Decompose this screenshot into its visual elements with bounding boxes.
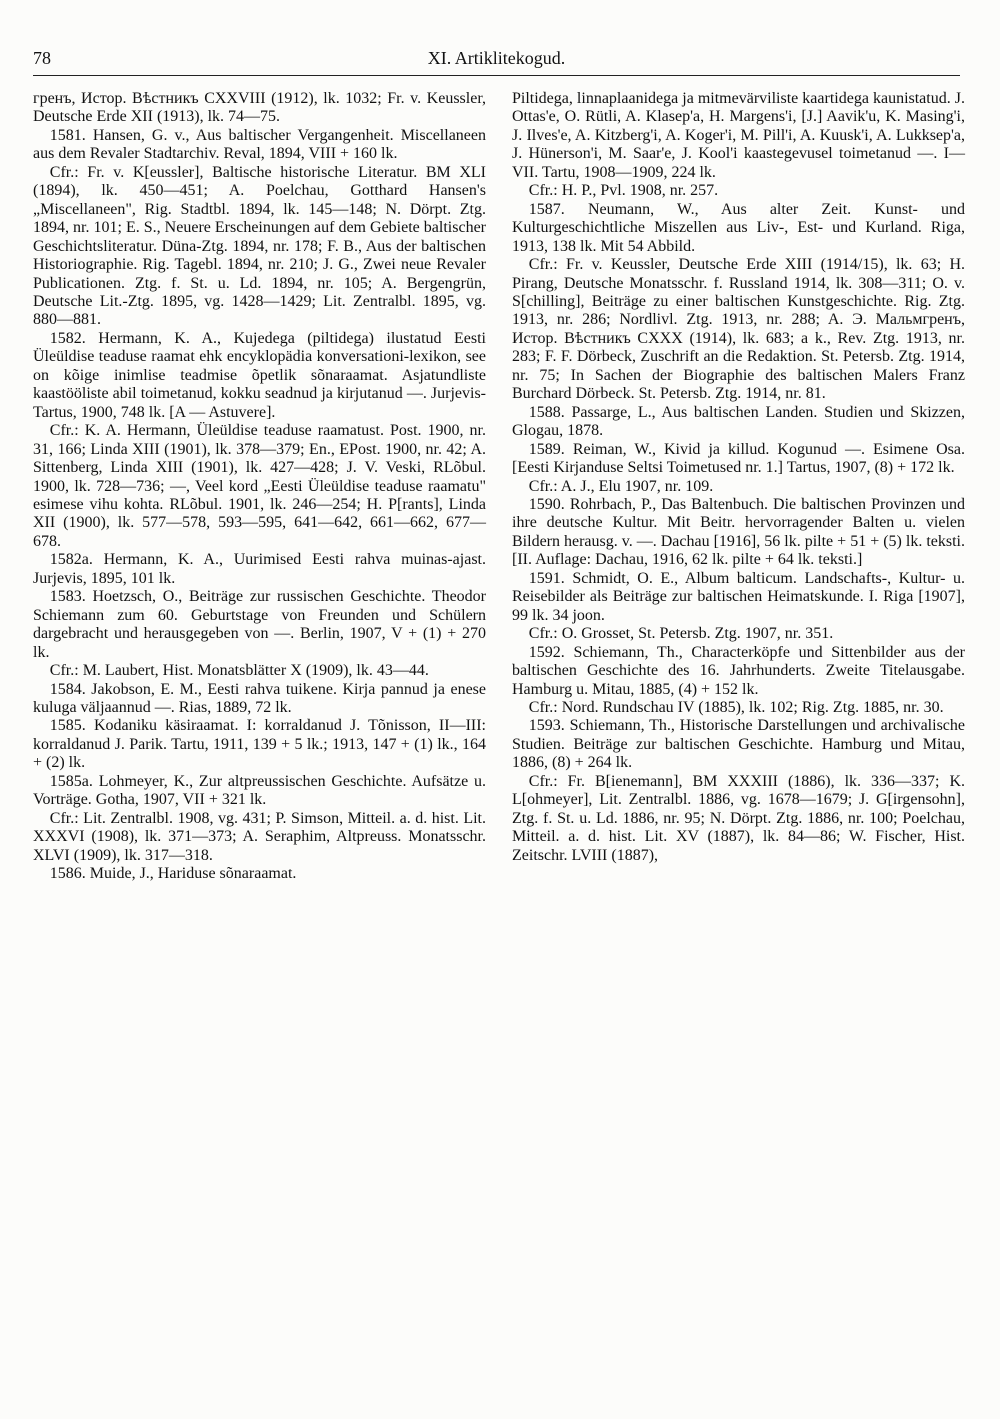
entry-paragraph: Cfr.: A. J., Elu 1907, nr. 109. (528, 477, 714, 495)
entry-paragraph: 1585a. Lohmeyer, K., Zur altpreussischen Geschichte. Aufsätze u. Vorträge. Gotha, 1907, VII + 321 lk. (33, 772, 486, 809)
right-column (512, 90, 965, 865)
entry-paragraph: Cfr.: Nord. Rundschau IV (1885), lk. 102; Rig. Ztg. 1885, nr. 30. (528, 698, 944, 716)
running-title: XI. Artiklitekogud. (427, 48, 566, 68)
entry-paragraph: 1590. Rohrbach, P., Das Baltenbuch. Die baltischen Provinzen und ihre deutsche Kultur. Mit Beitr. hervorragender Balten u. vielen Bildern herausg. v. —. Dachau [1916], 56 lk. pilte + 51 + (5) lk. teksti. [II. Auflage: Dachau, 1916, 62 lk. pilte + 64 lk. teksti.] (512, 495, 965, 569)
entry-paragraph: 1583. Hoetzsch, O., Beiträge zur russischen Geschichte. Theodor Schiemann zum 60. Geburtstage von Freunden und Schülern dargebracht und herausgegeben von —. Berlin, 1907, V + (1) + 270 lk. (33, 588, 486, 661)
entry-paragraph: 1592. Schiemann, Th., Characterköpfe und Sittenbilder aus der baltischen Geschichte des 16. Jahrhunderts. Zweite Titelausgabe. Hamburg u. Mitau, 1885, (4) + 152 lk. (512, 643, 965, 698)
entry-paragraph: 1581. Hansen, G. v., Aus baltischer Vergangenheit. Miscellaneen aus dem Revaler Stadtarchiv. Reval, 1894, VIII + 160 lk. (33, 126, 486, 163)
header-rule (33, 75, 960, 76)
page-header (33, 48, 960, 78)
left-column (33, 90, 486, 883)
entry-paragraph: Cfr.: O. Grosset, St. Petersb. Ztg. 1907, nr. 351. (528, 625, 834, 643)
entry-paragraph: 1593. Schiemann, Th., Historische Darstellungen und archivalische Studien. Beiträge zur baltischen Geschichte. Hamburg und Mitau, 1886, (8) + 264 lk. (512, 717, 965, 772)
entry-paragraph: 1582a. Hermann, K. A., Uurimised Eesti rahva muinas-ajast. Jurjevis, 1895, 101 lk. (33, 551, 486, 587)
entry-paragraph: 1588. Passarge, L., Aus baltischen Landen. Studien und Skizzen, Glogau, 1878. (512, 403, 965, 440)
entry-paragraph: Cfr.: M. Laubert, Hist. Monatsblätter X (1909), lk. 43—44. (49, 662, 429, 680)
page-number: 78 (33, 48, 51, 68)
entry-paragraph: Cfr.: Fr. v. K[eussler], Baltische historische Literatur. BM XLI (1894), lk. 450—451; A. Poelchau, Gotthard Hansen's „Miscellaneen", Rig. Stadtbl. 1894, lk. 145—148; N. Dörpt. Ztg. 1894, nr. 101; E. S., Neuere Erscheinungen auf dem Gebiete baltischer Geschichtsliteratur. Düna-Ztg. 1894, nr. 178; F. B., Aus der baltischen Historiographie. Rig. Tagebl. 1894, nr. 210; J. G., Zwei neue Revaler Publicationen. Ztg. f. St. u. Ld. 1894, nr. 105; A. Bergengrün, Deutsche Lit.-Ztg. 1895, vg. 1428—1429; Lit. Zentralbl. 1895, vg. 880—881. (33, 163, 486, 329)
entry-paragraph: Cfr.: Fr. B[ienemann], BM XXXIII (1886), lk. 336—337; K. L[ohmeyer], Lit. Zentralbl. 1886, vg. 1678—1679; J. G[irgensohn], Ztg. f. St. u. Ld. 1886, nr. 95; N. Dörpt. Ztg. 1886, nr. 100; Poelchau, Mitteil. a. d. hist. Lit. XV (1887), lk. 84—86; W. Fischer, Hist. Zeitschr. LVIII (1887), (512, 772, 965, 864)
entry-paragraph: Cfr.: H. P., Pvl. 1908, nr. 257. (528, 182, 719, 200)
entry-paragraph: гренъ, Истор. Вѣстникъ CXXVIII (1912), lk. 1032; Fr. v. Keussler, Deutsche Erde XII (1913), lk. 74—75. (33, 90, 486, 126)
entry-paragraph: 1584. Jakobson, E. M., Eesti rahva tuikene. Kirja pannud ja enese kuluga väljaannud —. Rias, 1889, 72 lk. (33, 680, 486, 716)
entry-paragraph: 1582. Hermann, K. A., Kujedega (piltidega) ilustatud Eesti Üleüldise teaduse raamat ehk encyklopädia konversationi-lexikon, see on kõige inimlise teadmise õpetlik sõnaraamat. Asjatundliste kaastööliste abil toimetanud, kokku seadnud ja kirjutanud —. Jurjevis-Tartus, 1900, 748 lk. [A — Astuvere]. (33, 329, 486, 421)
entry-paragraph: Cfr.: K. A. Hermann, Üleüldise teaduse raamatust. Post. 1900, nr. 31, 166; Linda XIII (1901), lk. 378—379; En., EPost. 1900, nr. 42; A. Sittenberg, Linda XIII (1901), lk. 427—428; J. V. Veski, RLõbul. 1900, lk. 728—736; —, Veel kord „Eesti Üleüldise teaduse raamatu" esimese vihu kohta. RLõbul. 1901, lk. 246—254; H. P[rants], Linda XII (1900), lk. 577—578, 593—595, 641—642, 661—662, 677—678. (33, 422, 486, 550)
entry-paragraph: 1587. Neumann, W., Aus alter Zeit. Kunst- und Kulturgeschichtliche Miszellen aus Liv-, Est- und Kurland. Riga, 1913, 138 lk. Mit 54 Abbild. (512, 200, 965, 255)
entry-paragraph: 1586. Muide, J., Hariduse sõnaraamat. (49, 865, 297, 883)
entry-paragraph: 1591. Schmidt, O. E., Album balticum. Landschafts-, Kultur- u. Reisebilder als Beiträge zur baltischen Heimatskunde. I. Riga [1907], 99 lk. 34 joon. (512, 569, 965, 624)
entry-paragraph: 1589. Reiman, W., Kivid ja killud. Kogunud —. Esimene Osa. [Eesti Kirjanduse Seltsi Toimetused nr. 1.] Tartus, 1907, (8) + 172 lk. (512, 440, 965, 477)
entry-paragraph: 1585. Kodaniku käsiraamat. I: korraldanud J. Tõnisson, II—III: korraldanud J. Parik. Tartu, 1911, 139 + 5 lk.; 1913, 147 + (1) lk., 164 + (2) lk. (33, 717, 486, 772)
entry-paragraph: Cfr.: Lit. Zentralbl. 1908, vg. 431; P. Simson, Mitteil. a. d. hist. Lit. XXXVI (1908), lk. 371—373; A. Seraphim, Altpreuss. Monatsschr. XLVI (1909), lk. 317—318. (33, 809, 486, 864)
entry-paragraph: Cfr.: Fr. v. Keussler, Deutsche Erde XIII (1914/15), lk. 63; H. Pirang, Deutsche Monatsschr. f. Russland 1914, lk. 308—311; O. v. S[chilling], Beiträge zu einer baltischen Kunstgeschichte. Rig. Ztg. 1913, nr. 286; Nordlivl. Ztg. 1913, nr. 288; A. Э. Мальмгренъ, Истор. Вѣстникъ CXXX (1914), lk. 683; a k., Rev. Ztg. 1913, nr. 283; F. F. Dörbeck, Zuschrift an die Redaktion. St. Petersb. Ztg. 1914, nr. 75; In Sachen der Biographie des baltischen Malers Franz Burchard Dörbeck. St. Petersb. Ztg. 1914, nr. 81. (512, 256, 965, 403)
entry-paragraph: Piltidega, linnaplaanidega ja mitmevärviliste kaartidega kaunistatud. J. Ottas'e, O. Rütli, A. Klasep'a, H. Margens'i, [J.] Aavik'u, K. Masing'i, J. Ilves'e, A. Kitzberg'i, A. Koger'i, M. Pill'i, A. Kuusk'i, A. Lukksep'a, J. Hünerson'i, M. Saar'e, J. Kool'i kaastegevusel toimetanud —. I—VII. Tartu, 1908—1909, 224 lk. (512, 90, 965, 181)
